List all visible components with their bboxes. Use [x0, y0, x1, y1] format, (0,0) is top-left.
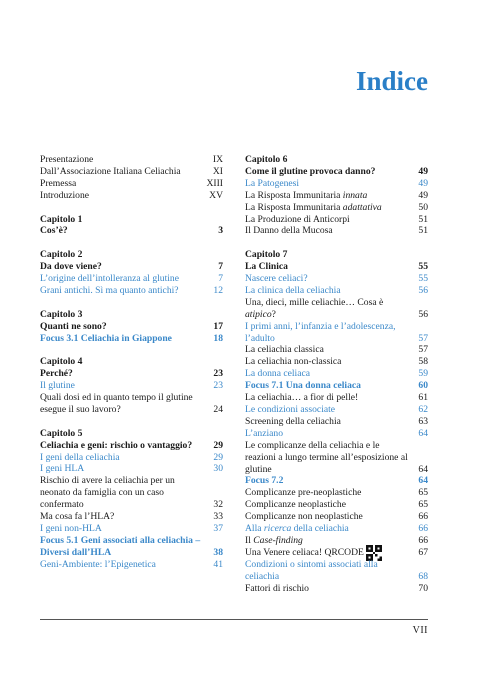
toc-entry[interactable] [245, 499, 428, 511]
toc-entry-title: Capitolo 7 [245, 249, 288, 261]
toc-entry-page: 50 [418, 201, 428, 213]
toc-entry-page: 63 [418, 415, 428, 427]
toc-entry[interactable] [40, 154, 223, 166]
toc-entry-title: Quanti ne sono? [40, 320, 107, 332]
toc-entry-title: Focus 7.1 Una donna celiaca [245, 380, 361, 392]
toc-entry[interactable] [40, 440, 223, 452]
toc-entry-title: Il Danno della Mucosa [245, 225, 333, 237]
toc-entry-page: 51 [418, 213, 428, 225]
toc-entry-title: Una Venere celiaca! QRCODE [245, 547, 418, 559]
toc-entry[interactable] [245, 190, 428, 202]
toc-entry-title: Quali dosi ed in quanto tempo il glutine esegue il suo lavoro? [40, 392, 193, 415]
toc-entry [40, 309, 223, 321]
toc-entry-title: Introduzione [40, 189, 90, 201]
toc-entry-title: La celiachia… a fior di pelle! [245, 392, 359, 404]
toc-entry-title: La celiachia non-classica [245, 356, 342, 368]
toc-entry[interactable] [40, 261, 223, 273]
toc-entry[interactable] [40, 368, 223, 380]
toc-entry [40, 249, 223, 261]
toc-entry-page: 33 [213, 511, 223, 523]
toc-entry-title: Capitolo 3 [40, 308, 83, 320]
toc-entry-page: 38 [213, 546, 223, 558]
toc-entry-page: 29 [213, 451, 223, 463]
toc-entry-page: 24 [213, 403, 223, 415]
toc-entry-page: 49 [418, 177, 428, 189]
toc-entry[interactable] [245, 404, 428, 416]
toc-entry[interactable] [40, 273, 223, 285]
page-title: Indice [355, 66, 428, 96]
toc-spacer [40, 344, 223, 356]
toc-entry[interactable] [245, 178, 428, 190]
toc-entry-page: 51 [418, 225, 428, 237]
toc-entry-page: 58 [418, 356, 428, 368]
toc-entry-page: 7 [218, 261, 223, 273]
toc-entry-title: Rischio di avere la celiachia per un neonato da famiglia con un caso confermato [40, 475, 175, 511]
toc-entry-page: 18 [213, 332, 223, 344]
toc-entry-title: Capitolo 4 [40, 356, 83, 368]
toc-entry[interactable] [245, 511, 428, 523]
toc-entry-page: 60 [418, 380, 428, 392]
toc-entry-page: 64 [418, 427, 428, 439]
toc-entry [40, 428, 223, 440]
toc-entry-page: 23 [213, 380, 223, 392]
toc-entry-title: Complicanze non neoplastiche [245, 511, 363, 523]
toc-entry[interactable] [245, 261, 428, 273]
toc-spacer [40, 202, 223, 214]
toc-entry-title: Ma cosa fa l’HLA? [40, 511, 115, 523]
toc-entry[interactable] [40, 559, 223, 571]
toc-entry-page: 62 [418, 404, 428, 416]
toc-entry-title: Capitolo 5 [40, 427, 83, 439]
toc-entry[interactable] [40, 452, 223, 464]
toc-entry-title: Focus 3.1 Celiachia in Giappone [40, 332, 172, 344]
toc-entry[interactable] [245, 344, 428, 356]
toc-entry[interactable] [40, 333, 223, 345]
toc-entry[interactable] [245, 475, 428, 487]
toc-entry-title: L’origine dell’intolleranza al glutine [40, 273, 179, 285]
toc-entry-title: Una, dieci, mille celiachie… Cosa è atipico? [245, 296, 384, 320]
toc-entry [245, 249, 428, 261]
toc-entry-title: La donna celiaca [245, 368, 310, 380]
toc-entry-title: I geni della celiachia [40, 451, 120, 463]
toc-entry[interactable] [40, 463, 223, 475]
toc-entry-page: IX [212, 154, 223, 165]
toc-entry-title: Capitolo 6 [245, 154, 288, 165]
toc-entry-page: 17 [213, 320, 223, 332]
toc-spacer [245, 237, 428, 249]
toc-entry-page: 12 [213, 284, 223, 296]
toc-entry-page: 57 [418, 332, 428, 344]
toc-entry-page: 64 [418, 475, 428, 487]
toc-entry-page: 55 [418, 273, 428, 285]
toc-entry-title: Grani antichi. Sì ma quanto antichi? [40, 284, 179, 296]
toc-entry-title: Focus 5.1 Geni associati alla celiachia – Diversi dall’HLA [40, 534, 201, 558]
toc-entry[interactable] [40, 321, 223, 333]
toc-entry-title: I geni non-HLA [40, 523, 102, 535]
toc-entry[interactable] [40, 535, 223, 559]
toc-entry-page: 66 [418, 523, 428, 535]
toc-entry-page: 49 [418, 189, 428, 201]
toc-entry-page: 66 [418, 534, 428, 546]
toc-entry-title: La celiachia classica [245, 344, 324, 356]
toc-entry-page: 37 [213, 523, 223, 535]
toc-entry-title: Screening della celiachia [245, 415, 341, 427]
toc-entry-page: 66 [418, 511, 428, 523]
toc-entry-title: Il Case-finding [245, 534, 303, 546]
toc-entry-page: 59 [418, 368, 428, 380]
toc-entry[interactable] [40, 475, 223, 511]
toc-entry[interactable] [40, 511, 223, 523]
toc-entry[interactable] [245, 392, 428, 404]
toc-entry[interactable] [245, 285, 428, 297]
toc-entry[interactable] [245, 202, 428, 214]
toc-entry-title: La Patogenesi [245, 177, 300, 189]
toc-entry-title: Il glutine [40, 380, 75, 392]
toc-entry-page: 57 [418, 344, 428, 356]
toc-entry[interactable] [40, 392, 223, 416]
toc-entry-title: Dall’Associazione Italiana Celiachia [40, 165, 181, 177]
toc-entry[interactable] [40, 225, 223, 237]
toc-entry-title: I primi anni, l’infanzia e l’adolescenza, l’adulto [245, 320, 396, 344]
toc-entry-page: 65 [418, 487, 428, 499]
toc-entry[interactable] [245, 214, 428, 226]
toc-entry-page: 56 [418, 308, 428, 320]
toc-right-column [245, 154, 428, 595]
toc-entry-title: Perché? [40, 368, 73, 380]
toc-entry-page: 7 [218, 273, 223, 285]
toc-entry-page: 64 [418, 463, 428, 475]
toc-entry-title: Condizioni o sintomi associati alla celiachia [245, 558, 378, 582]
toc-entry-page: 32 [213, 499, 223, 511]
toc-entry-title: Premessa [40, 177, 77, 189]
toc-entry-title: Focus 7.2 [245, 475, 284, 487]
toc-entry-title: Capitolo 1 [40, 213, 83, 225]
toc-entry-title: Le condizioni associate [245, 404, 336, 416]
toc-entry-title: Le complicanze della celiachia e le reazioni a lungo termine all’esposizione al glutine [245, 439, 408, 475]
toc-spacer [40, 237, 223, 249]
toc-entry[interactable] [40, 523, 223, 535]
toc-entry[interactable] [245, 487, 428, 499]
toc-entry-title: Geni-Ambiente: l’Epigenetica [40, 558, 156, 570]
toc-entry[interactable] [40, 380, 223, 392]
toc-entry-page: 61 [418, 392, 428, 404]
toc-entry-title: La clinica della celiachia [245, 284, 341, 296]
page-number: VII [412, 625, 428, 636]
toc-entry[interactable] [40, 190, 223, 202]
toc-entry[interactable] [40, 178, 223, 190]
toc-entry-title: Cos’è? [40, 225, 68, 237]
toc-entry[interactable] [245, 166, 428, 178]
toc-spacer [40, 297, 223, 309]
toc-entry-page: 56 [418, 284, 428, 296]
toc-entry[interactable] [40, 166, 223, 178]
toc-entry[interactable] [245, 273, 428, 285]
toc-entry-page: 29 [213, 439, 223, 451]
toc-entry[interactable] [245, 428, 428, 440]
toc-entry-page: 30 [213, 463, 223, 475]
toc-entry[interactable] [245, 356, 428, 368]
toc-entry-title: La Produzione di Anticorpi [245, 213, 350, 225]
toc-entry[interactable] [245, 583, 428, 595]
toc-entry-page: 49 [418, 165, 428, 177]
toc-entry-title: Alla ricerca della celiachia [245, 523, 349, 535]
toc-entry [245, 154, 428, 166]
toc-entry-title: Da dove viene? [40, 261, 102, 273]
toc-entry-title: I geni HLA [40, 463, 85, 475]
toc-entry-page: XI [212, 165, 223, 177]
toc-entry-page: XIII [206, 177, 223, 189]
toc-entry-title: Come il glutine provoca danno? [245, 165, 376, 177]
toc-entry[interactable] [245, 225, 428, 237]
toc-entry[interactable] [245, 535, 428, 547]
toc-entry-page: 55 [418, 261, 428, 273]
toc-entry [40, 214, 223, 226]
toc-entry-title: Complicanze pre-neoplastiche [245, 487, 362, 499]
toc-entry-title: Fattori di rischio [245, 582, 309, 594]
toc-spacer [40, 416, 223, 428]
toc-entry-page: 70 [418, 582, 428, 594]
toc-entry[interactable] [245, 523, 428, 535]
toc-entry-page: 67 [418, 546, 428, 558]
toc-entry-title: Celiachia e geni: rischio o vantaggio? [40, 439, 193, 451]
toc-entry-title: Capitolo 2 [40, 249, 83, 261]
toc-entry[interactable] [245, 321, 428, 345]
toc-entry [40, 356, 223, 368]
footer-rule [40, 619, 428, 620]
toc-entry-title: L’anziano [245, 427, 284, 439]
toc-entry-page: 68 [418, 570, 428, 582]
toc-entry-page: 3 [218, 225, 223, 237]
toc-entry-title: La Risposta Immunitaria adattativa [245, 201, 382, 213]
toc-left-column [40, 154, 223, 571]
toc-entry[interactable] [245, 416, 428, 428]
toc-entry-page: XV [209, 189, 223, 201]
toc-entry[interactable] [245, 297, 428, 321]
toc-entry-title: La Risposta Immunitaria innata [245, 189, 368, 201]
toc-entry[interactable] [245, 440, 428, 476]
toc-entry-title: Presentazione [40, 154, 94, 165]
toc-entry[interactable] [245, 380, 428, 392]
toc-entry-title: La Clinica [245, 261, 288, 273]
toc-entry-title: Complicanze neoplastiche [245, 499, 346, 511]
toc-entry[interactable] [40, 285, 223, 297]
toc-entry-page: 65 [418, 499, 428, 511]
toc-entry[interactable] [245, 547, 428, 559]
toc-entry-title: Nascere celiaci? [245, 273, 308, 285]
toc-entry[interactable] [245, 559, 428, 583]
toc-entry[interactable] [245, 368, 428, 380]
toc-entry-page: 41 [213, 558, 223, 570]
toc-entry-page: 23 [213, 368, 223, 380]
